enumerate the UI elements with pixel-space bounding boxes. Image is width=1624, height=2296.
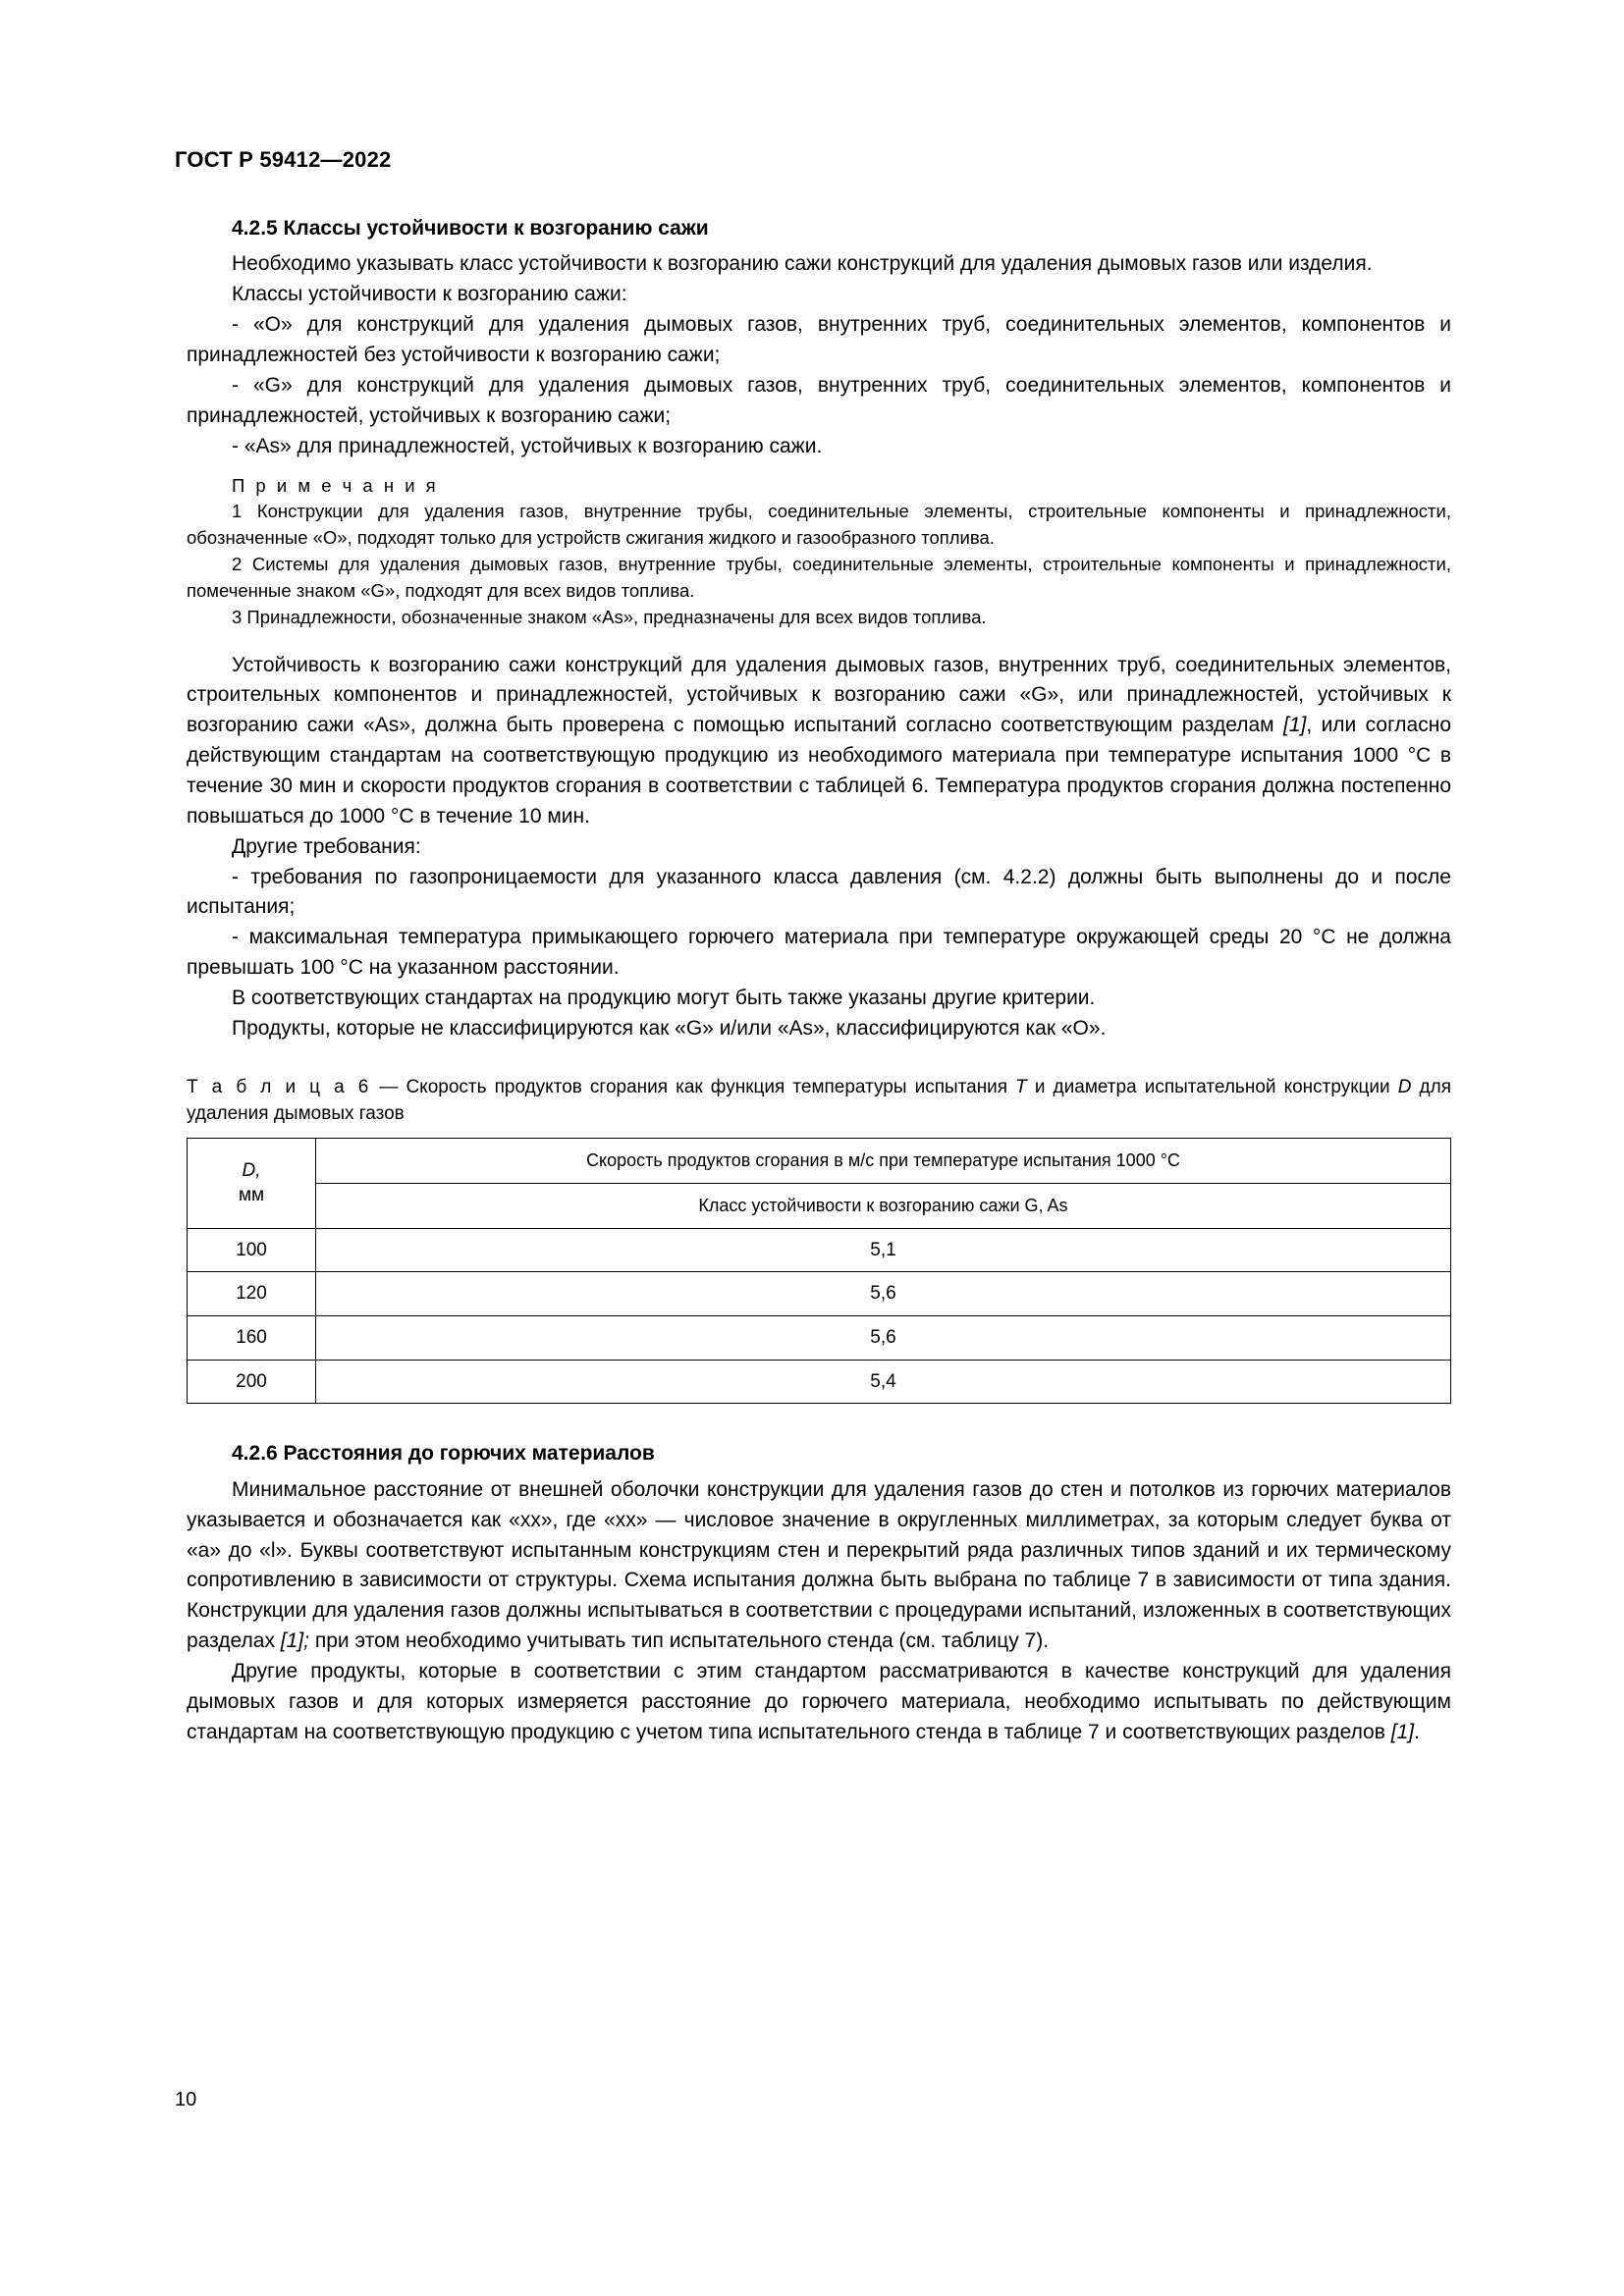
- document-header: ГОСТ Р 59412—2022: [175, 147, 392, 172]
- paragraph-text: Устойчивость к возгоранию сажи конструкций для удаления дымовых газов, внутренних труб, соединительных элементов, строительных компонентов и принадлежностей, устойчивых к возгоранию сажи «G», или принадлежностей, устойчивых к возгоранию сажи «As», должна быть проверена с помощью испытаний согласно соответствующим разделам: [187, 653, 1451, 737]
- list-item: - максимальная температура примыкающего горючего материала при температуре окружающей среды 20 °С не должна превышать 100 °С на указанном расстоянии.: [187, 926, 1451, 980]
- paragraph-text: , или согласно действующим стандартам на соответствующую продукцию из необходимого материала при температуре испытания 1000 °С в течение 30 мин и скорости продуктов сгорания в соответствии с таблицей 6. Температура продуктов сгорания должна постепенно повышаться до 1000 °С в течение 10 мин.: [187, 714, 1451, 828]
- paragraph: Продукты, которые не классифицируются как «G» и/или «As», классифицируются как «О».: [232, 1016, 1107, 1040]
- table-subheader-row: [188, 1183, 1451, 1228]
- document-body: [187, 214, 1451, 1748]
- table-row: [188, 1228, 1451, 1272]
- paragraph-text: при этом необходимо учитывать тип испытательного стенда (см. таблицу 7).: [308, 1629, 1050, 1653]
- note-item: 2 Системы для удаления дымовых газов, внутренние трубы, соединительные элементы, строительные компоненты и принадлежности, помеченные знаком «G», подходят для всех видов топлива.: [187, 554, 1451, 601]
- section-heading-4-2-5: 4.2.5 Классы устойчивости к возгоранию сажи: [232, 217, 709, 240]
- cell-diameter: 120: [188, 1272, 316, 1316]
- header-d-symbol: D,: [242, 1159, 261, 1181]
- paragraph: [187, 651, 1451, 832]
- table-caption: [187, 1074, 1451, 1128]
- header-d-unit: мм: [238, 1185, 265, 1206]
- paragraph: [187, 1475, 1451, 1657]
- note-item: 3 Принадлежности, обозначенные знаком «As», предназначены для всех видов топлива.: [232, 606, 987, 627]
- reference-citation: [1]: [1283, 714, 1307, 737]
- table-header-cell-speed: Скорость продуктов сгорания в м/с при температуре испытания 1000 °С: [316, 1138, 1451, 1183]
- table-caption-label: Т а б л и ц а 6: [187, 1076, 372, 1097]
- table-caption-text: — Скорость продуктов сгорания как функция температуры испытания: [371, 1076, 1016, 1097]
- reference-citation: [1]: [1390, 1720, 1415, 1743]
- table-6: [187, 1138, 1451, 1405]
- spacer: [187, 631, 1451, 651]
- cell-speed: 5,4: [316, 1360, 1451, 1404]
- symbol-D: D: [1397, 1076, 1412, 1097]
- page-content: [175, 147, 1451, 1748]
- cell-speed: 5,6: [316, 1272, 1451, 1316]
- section-heading-4-2-6: 4.2.6 Расстояния до горючих материалов: [232, 1442, 655, 1466]
- table-subheader-cell-class: Класс устойчивости к возгоранию сажи G, As: [316, 1183, 1451, 1228]
- cell-diameter: 160: [188, 1316, 316, 1361]
- paragraph: [187, 1657, 1451, 1748]
- list-item: - «As» для принадлежностей, устойчивых к возгоранию сажи.: [232, 434, 823, 457]
- spacer: [187, 1410, 1451, 1439]
- table-header-row: [188, 1138, 1451, 1183]
- table-caption-text: для удаления дымовых газов: [187, 1076, 1451, 1125]
- spacer: [187, 1044, 1451, 1074]
- table-row: [188, 1316, 1451, 1361]
- reference-citation: [1];: [280, 1629, 309, 1653]
- symbol-T: T: [1015, 1076, 1027, 1097]
- cell-speed: 5,1: [316, 1228, 1451, 1272]
- list-item: - «О» для конструкций для удаления дымовых газов, внутренних труб, соединительных элементов, компонентов и принадлежностей без устойчивости к возгоранию сажи;: [187, 313, 1451, 367]
- cell-diameter: 100: [188, 1228, 316, 1272]
- paragraph: Другие требования:: [232, 834, 421, 858]
- table-header-cell-diameter: [188, 1138, 316, 1228]
- cell-diameter: 200: [188, 1360, 316, 1404]
- table-caption-text: и диаметра испытательной конструкции: [1026, 1076, 1398, 1097]
- list-item: - требования по газопроницаемости для указанного класса давления (см. 4.2.2) должны быть выполнены до и после испытания;: [187, 865, 1451, 919]
- paragraph: Классы устойчивости к возгоранию сажи:: [232, 283, 627, 306]
- paragraph-text: .: [1414, 1720, 1420, 1743]
- notes-heading: П р и м е ч а н и я: [232, 475, 439, 497]
- cell-speed: 5,6: [316, 1316, 1451, 1361]
- paragraph-text: Другие продукты, которые в соответствии с этим стандартом рассматриваются в качестве конструкций для удаления дымовых газов и для которых измеряется расстояние до горючего материала, необходимо испытывать по действующим стандартам на соответствующую продукцию с учетом типа испытательного стенда в таблице 7 и соответствующих разделов: [187, 1659, 1451, 1743]
- paragraph: В соответствующих стандартах на продукцию могут быть также указаны другие критерии.: [232, 986, 1096, 1009]
- list-item: - «G» для конструкций для удаления дымовых газов, внутренних труб, соединительных элементов, компонентов и принадлежностей, устойчивых к возгоранию сажи;: [187, 373, 1451, 427]
- table-row: [188, 1272, 1451, 1316]
- table-row: [188, 1360, 1451, 1404]
- paragraph-text: Минимальное расстояние от внешней оболочки конструкции для удаления газов до стен и потолков из горючих материалов указывается и обозначается как «хх», где «хх» — числовое значение в округленных миллиметрах, за которым следует буква от «а» до «l». Буквы соответствуют испытанным конструкциям стен и перекрытий ряда различных типов зданий и их термическому сопротивлению в зависимости от структуры. Схема испытания должна быть выбрана по таблице 7 в зависимости от типа здания. Конструкции для удаления газов должны испытываться в соответствии с процедурами испытаний, изложенных в соответствующих разделах: [187, 1477, 1451, 1653]
- note-item: 1 Конструкции для удаления газов, внутренние трубы, соединительные элементы, строительные компоненты и принадлежности, обозначенные «О», подходят только для устройств сжигания жидкого и газообразного топлива.: [187, 501, 1451, 549]
- paragraph: Необходимо указывать класс устойчивости к возгоранию сажи конструкций для удаления дымовых газов или изделия.: [232, 252, 1373, 276]
- page-number: 10: [175, 2089, 197, 2110]
